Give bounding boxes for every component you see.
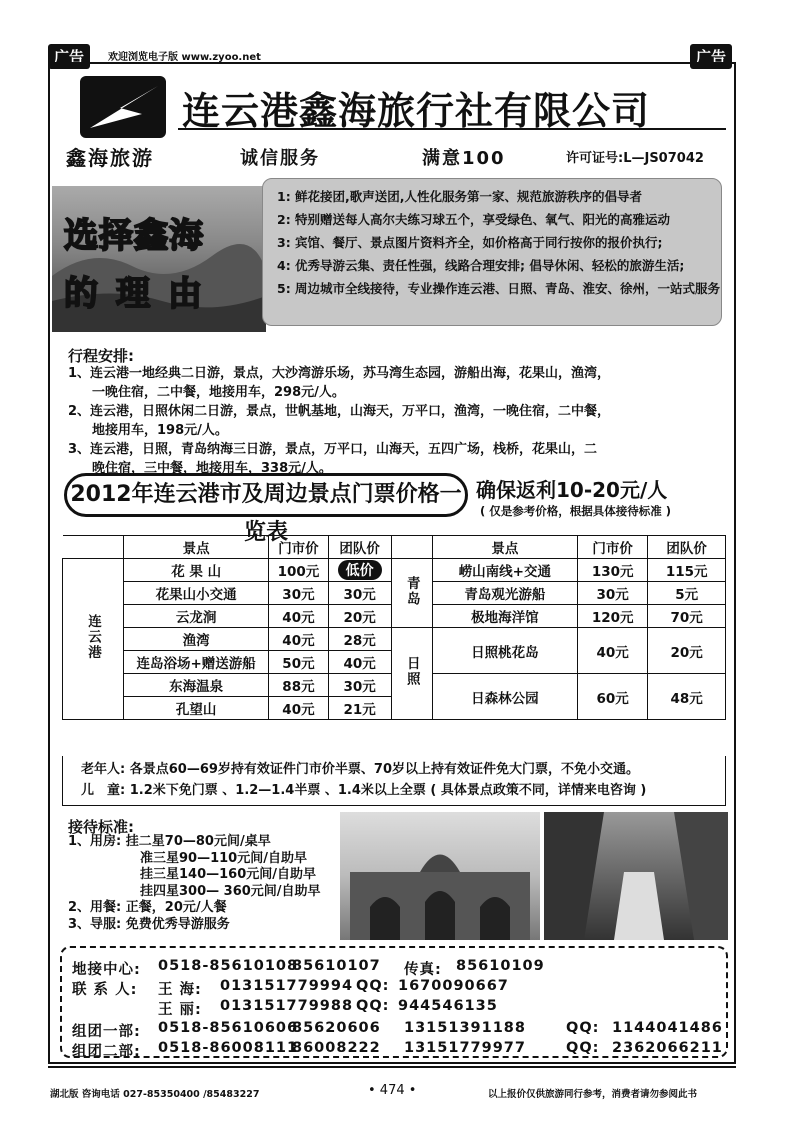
slogan-satisfaction: 满意100 xyxy=(422,148,506,169)
low-price-badge: 低价 xyxy=(338,560,382,580)
itinerary-line: 一晚住宿，二中餐，地接用车，298元/人。 xyxy=(92,385,345,400)
license-number: 许可证号:L—JS07042 xyxy=(566,151,704,166)
itinerary-line: 1、连云港一地经典二日游，景点，大沙湾游乐场，苏马湾生态园，游船出海，花果山，渔湾， xyxy=(68,366,611,381)
footer-hotline: 湖北版 咨询电话 027-85350400 /85483227 xyxy=(50,1089,260,1100)
table-row: 连云港 花 果 山 100元 低价 青岛 崂山南线+交通 130元 115元 xyxy=(63,559,726,582)
footer-disclaimer: 以上报价仅供旅游同行参考，消费者请勿参阅此书 xyxy=(488,1089,698,1100)
table-row: 云龙涧 40元 20元 极地海洋馆 120元 70元 xyxy=(63,605,726,628)
slogan-integrity: 诚信服务 xyxy=(240,148,320,169)
footer-divider xyxy=(48,1066,736,1068)
contact-row: 联 系 人: 王 海: 013151779994 QQ: 1670090667 xyxy=(72,978,509,998)
table-header-row xyxy=(63,536,726,559)
contact-row: 组团一部: 0518-85610606 85620606 13151391188 QQ: 1144041486 xyxy=(72,1020,723,1040)
header-spot: 景点 xyxy=(124,536,269,559)
welcome-text: 欢迎浏览电子版 www.zyoo.net xyxy=(108,52,261,63)
region-lianyungang: 连云港 xyxy=(63,559,124,720)
itinerary-heading: 行程安排: xyxy=(68,347,134,365)
region-qingdao: 青岛 xyxy=(391,559,432,628)
ticket-price-table xyxy=(62,535,726,720)
swallow-icon xyxy=(80,76,166,138)
reason-item: 5: 周边城市全线接待，专业操作连云港、日照、青岛、淮安、徐州，一站式服务 xyxy=(277,281,721,296)
company-name: 连云港鑫海旅行社有限公司 xyxy=(182,89,651,133)
reasons-title-line2: 的理由 xyxy=(64,274,220,314)
reason-item: 2: 特别赠送每人高尔夫练习球五个，享受绿色、氧气、阳光的高雅运动 xyxy=(277,212,671,227)
table-row: 渔湾 40元 28元 日照 日照桃花岛 40元 20元 xyxy=(63,628,726,651)
page-number: • 474 • xyxy=(368,1083,417,1098)
title-divider xyxy=(178,128,726,130)
service-line: 挂三星140—160元间/自助早 xyxy=(140,867,317,882)
service-line: 3、导服: 免费优秀导游服务 xyxy=(68,916,230,932)
header-spot: 景点 xyxy=(432,536,577,559)
service-line: 挂四星300— 360元间/自助早 xyxy=(140,883,321,899)
reason-item: 4: 优秀导游云集、责任性强，线路合理安排; 倡导休闲、轻松的旅游生活; xyxy=(277,258,685,273)
ad-tag-left: 广告 xyxy=(48,44,90,69)
service-list xyxy=(68,834,348,933)
brand-name: 鑫海旅游 xyxy=(66,146,154,170)
table-row: 连岛浴场+赠送游船 50元 40元 xyxy=(63,651,726,674)
contact-row: 组团二部: 0518-86008111 86008222 13151779977 QQ: 2362066211 xyxy=(72,1040,723,1060)
reasons-title-line1: 选择鑫海 xyxy=(64,216,204,256)
itinerary-line: 地接用车，198元/人。 xyxy=(92,423,228,438)
reason-item: 3: 宾馆、餐厅、景点图片资料齐全，如价格高于同行按你的报价执行; xyxy=(277,235,663,250)
itinerary-line: 晚住宿，三中餐，地接用车，338元/人。 xyxy=(92,461,332,476)
contact-box: 地接中心: 0518-85610108 85610107 传真: 85610109 联 系 人: 王 海: 013151779994 QQ: 1670090667 王 丽: 013151779988 QQ: 944546135 组团一部: 0518-85610606 85620606 13151391188 QQ: 1144041486 组团二部: 0518-86008111 86008222 13151779977 QQ: 2362066211 xyxy=(60,946,728,1058)
ticket-table-title: 2012年连云港市及周边景点门票价格一览表 xyxy=(64,473,468,517)
header-gate: 门市价 xyxy=(269,536,328,559)
rebate-promo: 确保返利10-20元/人 xyxy=(476,478,668,502)
reasons-panel xyxy=(262,178,722,326)
header-group: 团队价 xyxy=(328,536,391,559)
service-line: 准三星90—110元间/自助早 xyxy=(140,850,307,866)
itinerary-line: 2、连云港，日照休闲二日游，景点，世帆基地，山海天，万平口，渔湾，一晚住宿，二中餐， xyxy=(68,404,611,419)
table-row: 孔望山 40元 21元 xyxy=(63,697,726,720)
waterfall-photo xyxy=(544,812,728,940)
region-rizhao: 日照 xyxy=(391,628,432,720)
header-gate: 门市价 xyxy=(578,536,648,559)
header-group: 团队价 xyxy=(648,536,726,559)
company-logo xyxy=(80,76,166,138)
table-row: 东海温泉 88元 30元 日森林公园 60元 48元 xyxy=(63,674,726,697)
table-row: 花果山小交通 30元 30元 青岛观光游船 30元 5元 xyxy=(63,582,726,605)
elderly-policy: 老年人: 各景点60—69岁持有效证件门市价半票、70岁以上持有效证件免大门票，不免小交通。 xyxy=(81,762,639,777)
itinerary-list xyxy=(68,364,728,478)
contact-row: 地接中心: 0518-85610108 85610107 传真: 85610109 xyxy=(72,958,545,978)
service-line: 1、用房: 挂二星70—80元间/桌早 xyxy=(68,834,271,849)
ad-tag-right: 广告 xyxy=(690,44,732,69)
mountain-photo xyxy=(52,186,266,332)
children-policy: 儿 童: 1.2米下免门票 、1.2—1.4半票 、1.4米以上全票 ( 具体景点政策不同，详情来电咨询 ) xyxy=(81,783,647,798)
itinerary-line: 3、连云港，日照，青岛纳海三日游，景点，万平口，山海天，五四广场，栈桥，花果山，二 xyxy=(68,442,598,457)
reference-note: ( 仅是参考价格，根据具体接待标准 ) xyxy=(480,504,672,518)
ticket-notes xyxy=(62,756,726,806)
service-heading: 接待标准: xyxy=(68,818,134,836)
reason-item: 1: 鲜花接团,歌声送团,人性化服务第一家、规范旅游秩序的倡导者 xyxy=(277,189,643,204)
gate-photo xyxy=(340,812,540,940)
service-line: 2、用餐: 正餐，20元/人餐 xyxy=(68,900,227,915)
